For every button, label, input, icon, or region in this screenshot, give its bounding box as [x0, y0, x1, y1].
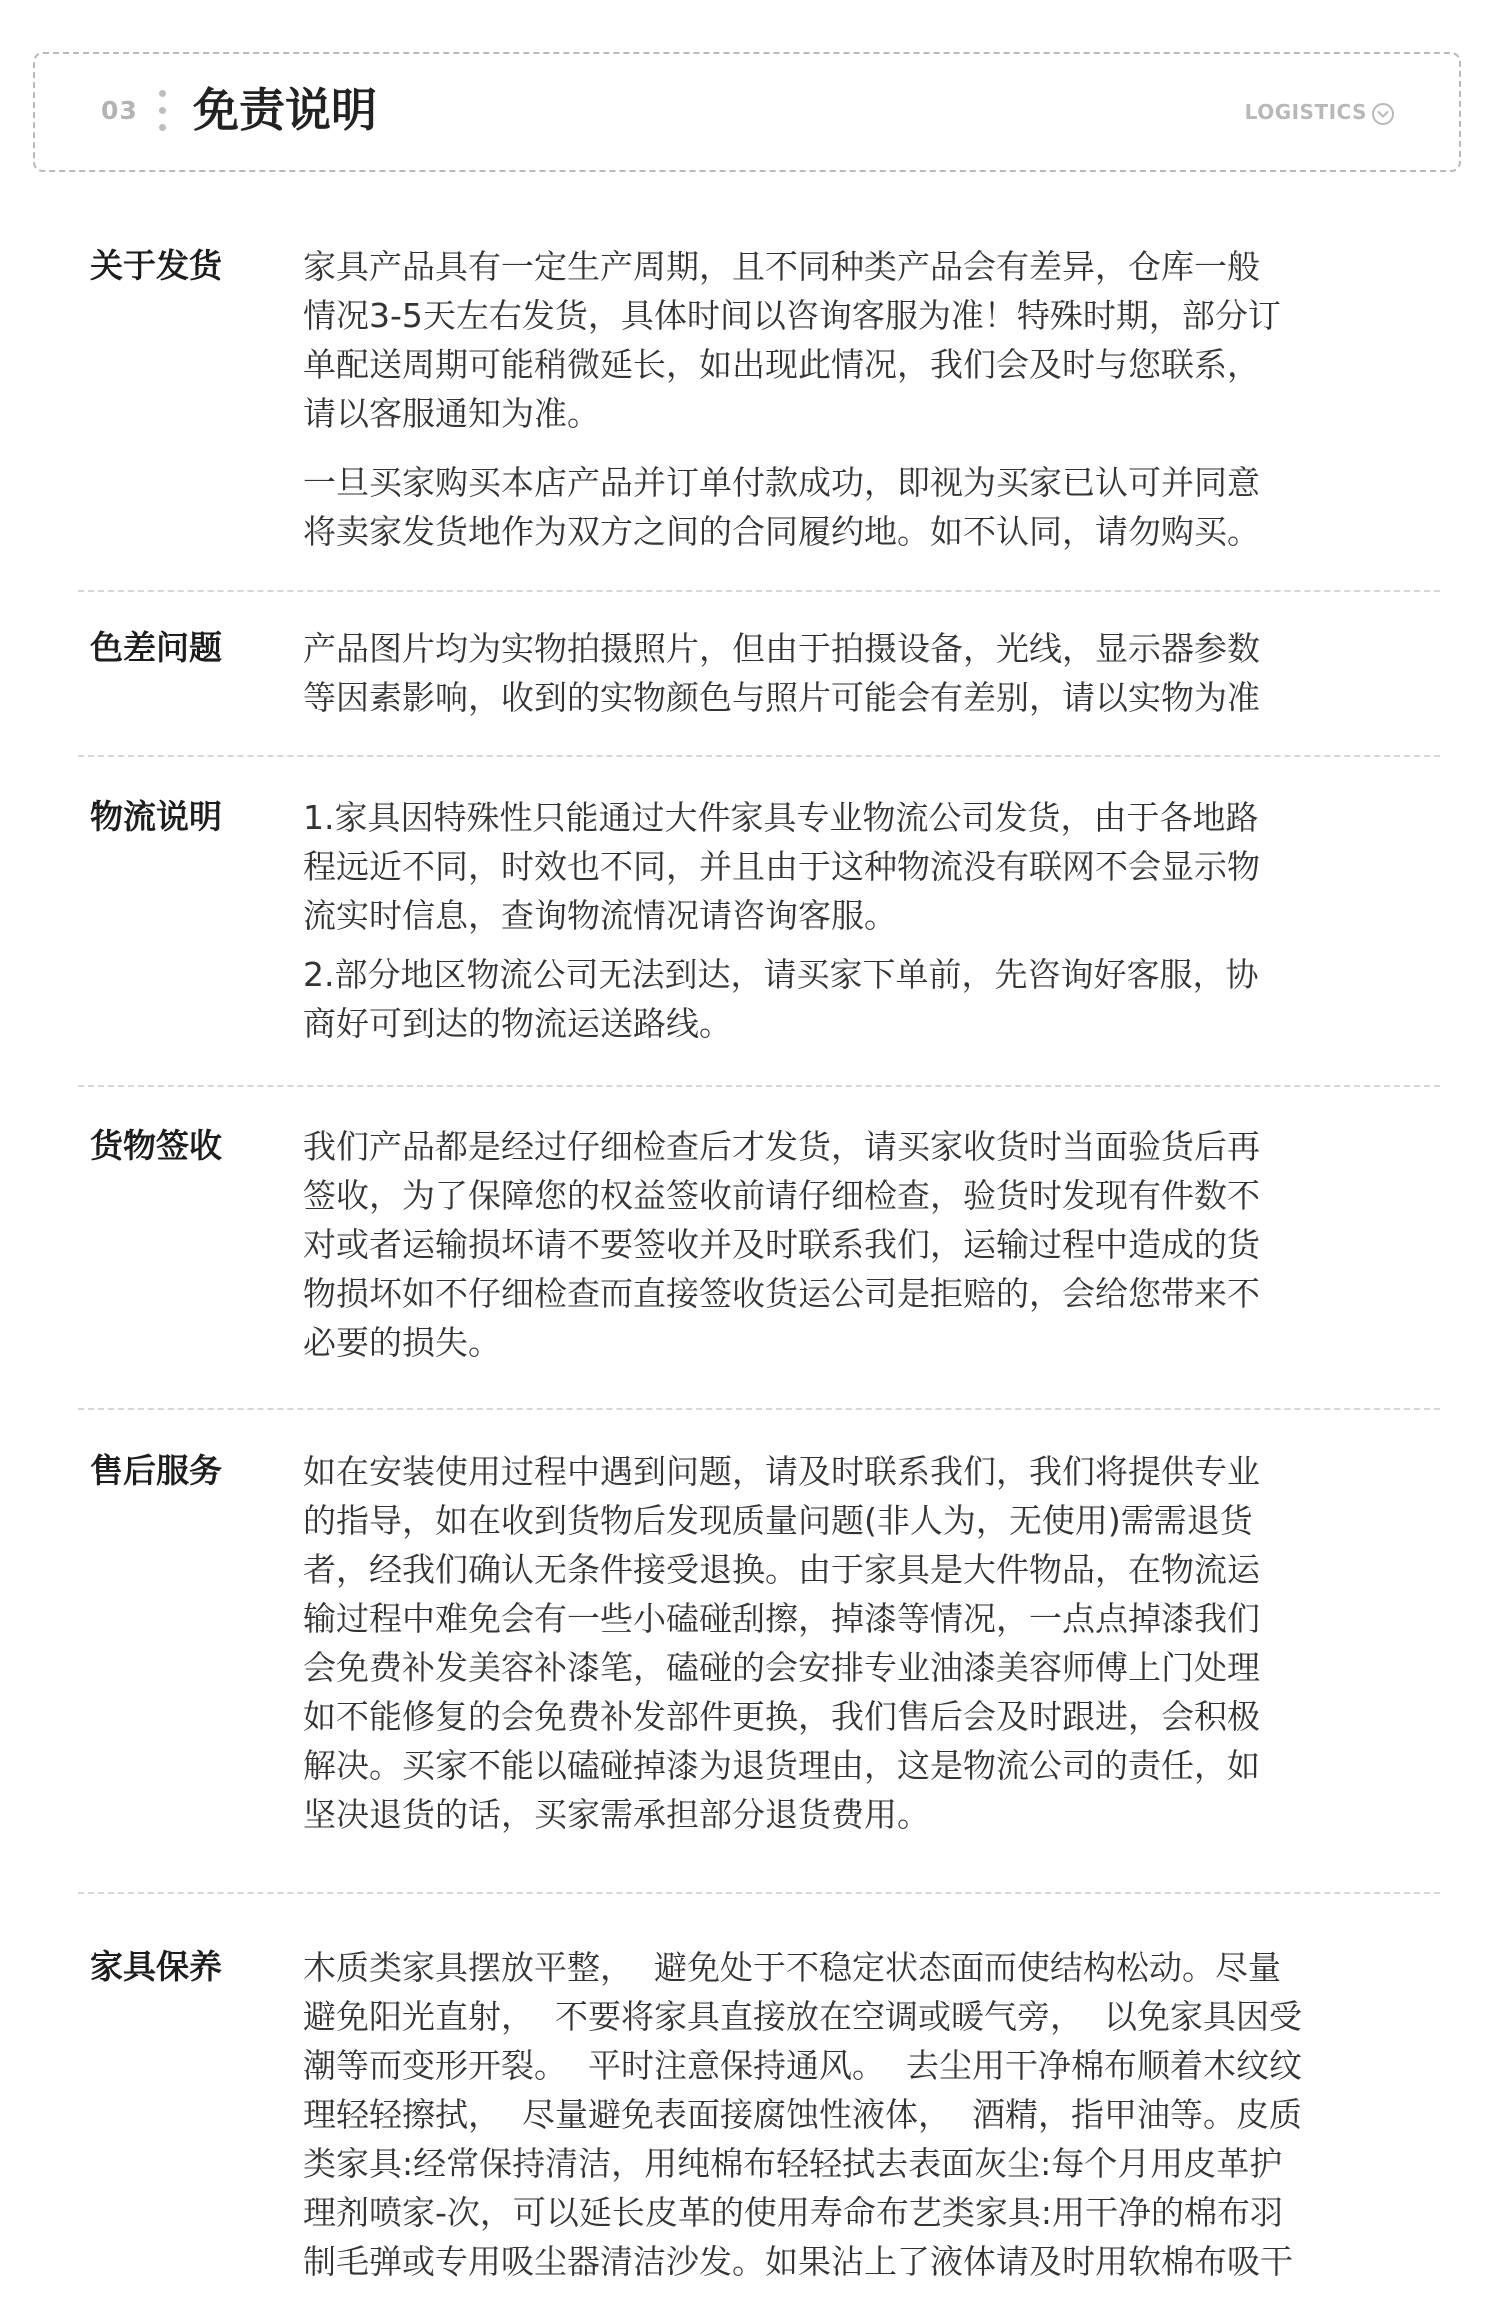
- paragraph: 如在安装使用过程中遇到问题，请及时联系我们，我们将提供专业 的指导，如在收到货物后发现质量问题(非人为，无使用)需需退货 者，经我们确认无条件接受退换。由于家具是大件物品，在物流运 输过程中难免会有一些小磕碰刮擦，掉漆等情况，一点点掉漆我们 会免费补发美容补漆笔，磕碰的会安排专业油漆美容师傅上门处理 如不能修复的会免费补发部件更换，我们售后会及时跟进，会积极 解决。买家不能以磕碰掉漆为退货理由，这是物流公司的责任，如 坚决退货的话，买家需承担部分退货费用。: [303, 1452, 1260, 1834]
- paragraph: 木质类家具摆放平整， 避免处于不稳定状态面而使结构松动。尽量 避免阳光直射， 不要将家具直接放在空调或暖气旁， 以免家具因受 潮等而变形开裂。 平时注意保持通风。 去尘用干净棉布顺着木纹纹 理轻轻擦拭， 尽量避免表面接腐蚀性液体， 酒精，指甲油等。皮质 类家具:经常保持清洁，用纯棉布轻轻拭去表面灰尘:每个月用皮革护 理剂喷家-次，可以延长皮革的使用寿命布艺类家具:用干净的棉布羽 制毛弹或专用吸尘器清洁沙发。如果沾上了液体请及时用软棉布吸干: [303, 1948, 1302, 2281]
- divider: [78, 590, 1440, 592]
- divider: [78, 755, 1440, 757]
- section-label: 物流说明: [90, 797, 222, 836]
- paragraph: 我们产品都是经过仔细检查后才发货，请买家收货时当面验货后再 签收，为了保障您的权益签收前请仔细检查，验货时发现有件数不 对或者运输损坏请不要签收并及时联系我们，运输过程中造成的货 物损坏如不仔细检查而直接签收货运公司是拒赔的，会给您带来不 必要的损失。: [303, 1127, 1260, 1362]
- divider: [78, 1408, 1440, 1410]
- divider: [78, 1892, 1440, 1894]
- section-label: 色差问题: [90, 628, 222, 667]
- dot-divider: [159, 90, 167, 134]
- divider: [78, 1085, 1440, 1087]
- logistics-tag: LOGISTICS: [1244, 100, 1367, 124]
- section-body: [303, 624, 1488, 722]
- chevron-down-circle-icon[interactable]: [1371, 102, 1395, 126]
- section-body: [303, 1122, 1488, 1367]
- section-body: [303, 793, 1488, 1048]
- section-body: [303, 1447, 1488, 1839]
- section-label: 售后服务: [90, 1451, 222, 1490]
- paragraph: 一旦买家购买本店产品并订单付款成功，即视为买家已认可并同意 将卖家发货地作为双方之间的合同履约地。如不认同，请勿购买。: [303, 463, 1260, 551]
- section-label: 家具保养: [90, 1947, 222, 1986]
- section-label: 关于发货: [90, 246, 222, 285]
- section-body: [303, 242, 1488, 556]
- paragraph: 家具产品具有一定生产周期，且不同种类产品会有差异，仓库一般 情况3-5天左右发货，具体时间以咨询客服为准！特殊时期，部分订 单配送周期可能稍微延长，如出现此情况，我们会及时与您联系， 请以客服通知为准。: [303, 247, 1281, 433]
- section-number: 03: [101, 96, 138, 125]
- paragraph: 1.家具因特殊性只能通过大件家具专业物流公司发货，由于各地路 程远近不同，时效也不同，并且由于这种物流没有联网不会显示物 流实时信息，查询物流情况请咨询客服。: [303, 798, 1260, 935]
- paragraph: 2.部分地区物流公司无法到达，请买家下单前，先咨询好客服，协 商好可到达的物流运送路线。: [303, 955, 1259, 1043]
- section-label: 货物签收: [90, 1126, 222, 1165]
- section-body: [303, 1943, 1488, 2286]
- section-header: [33, 52, 1461, 172]
- paragraph: 产品图片均为实物拍摄照片，但由于拍摄设备，光线，显示器参数 等因素影响，收到的实物颜色与照片可能会有差别，请以实物为准: [303, 629, 1260, 717]
- section-title: 免责说明: [193, 83, 377, 137]
